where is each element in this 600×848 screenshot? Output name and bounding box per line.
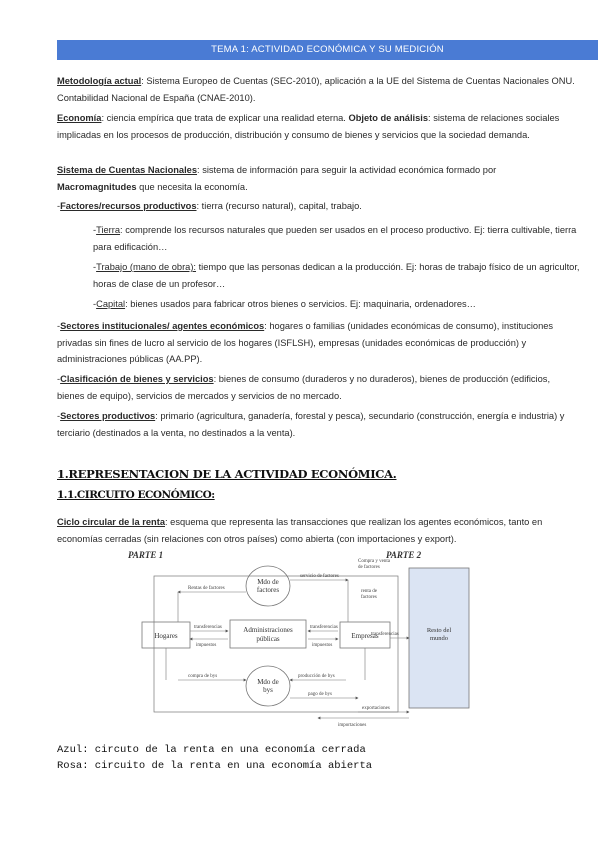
empresas-label: Empresas bbox=[351, 632, 379, 640]
bold-term: Macromagnitudes bbox=[57, 181, 137, 192]
transferencias-right-label: transferencias bbox=[310, 625, 338, 630]
exportaciones-label: exportaciones bbox=[362, 706, 390, 711]
impuestos-left-label: impuestos bbox=[196, 643, 217, 648]
term-label: Sectores institucionales/ agentes económicos bbox=[60, 321, 265, 331]
bullet-dash: - bbox=[93, 225, 97, 235]
transferencias-left-label: transferencias bbox=[194, 625, 222, 630]
paragraph-text: : esquema que representa las transacciones que realizan los agentes económicos, tanto en economías cerradas (sin relaciones con otros países) como abierta (con importaciones y export). bbox=[57, 517, 543, 544]
bullet-dash: - bbox=[57, 321, 61, 331]
circular-flow-diagram bbox=[118, 548, 478, 728]
bullet-dash: - bbox=[57, 374, 61, 384]
topic-banner: TEMA 1: ACTIVIDAD ECONÓMICA Y SU MEDICIÓN bbox=[57, 40, 598, 60]
impuestos-right-label: impuestos bbox=[312, 643, 333, 648]
administraciones-label-1: Administraciones bbox=[243, 626, 293, 634]
parte1-label: PARTE 1 bbox=[128, 550, 164, 560]
subsection-heading: 1.1.CIRCUITO ECONÓMICO: bbox=[57, 489, 215, 501]
resto-mundo-label-2: mundo bbox=[429, 635, 449, 642]
rentas-factores-label: Rentas de factores bbox=[188, 586, 225, 591]
section-heading: 1.REPRESENTACION DE LA ACTIVIDAD ECONÓMICA. bbox=[57, 467, 397, 481]
mdo-factores-label-2: factores bbox=[256, 586, 280, 594]
administraciones-label-2: públicas bbox=[256, 635, 280, 643]
hogares-label: Hogares bbox=[154, 632, 178, 640]
bullet-dash: - bbox=[57, 411, 61, 421]
paragraph-text: : sistema de relaciones sociales implicadas en los procesos de producción, distribución y consumo de bienes y servicios que la sociedad demanda. bbox=[57, 113, 560, 140]
paragraph-text: que necesita la economía. bbox=[136, 181, 248, 192]
paragraph-capital bbox=[93, 296, 583, 313]
paragraph-text: : comprende los recursos naturales que pueden ser usados en el proceso productivo. Ej: tierra cultivable, tierra para edificación… bbox=[93, 225, 577, 252]
paragraph-trabajo bbox=[93, 259, 583, 292]
paragraph-metodologia bbox=[57, 73, 577, 106]
servicio-factores-label: servicio de factores bbox=[300, 574, 339, 579]
importaciones-label: importaciones bbox=[338, 723, 367, 728]
bullet-dash: - bbox=[57, 201, 61, 211]
compra-venta-label-1: Compra y venta bbox=[358, 559, 390, 564]
paragraph-text: : primario (agricultura, ganadería, forestal y pesca), secundario (construcción, energía e industria) y terciario (destinados a la venta, no destinados a la venta). bbox=[57, 411, 565, 438]
bullet-dash: - bbox=[93, 262, 97, 272]
legend-pink: Rosa: circuito de la renta en una economía abierta bbox=[57, 760, 373, 772]
paragraph-text: : hogares o familias (unidades económicas de consumo), instituciones privadas sin fines de lucro al servicio de los hogares (ISFLSH), empresas (unidades económicas de producción) y administraciones públicas (AA.PP). bbox=[57, 321, 554, 364]
term-label: Factores/recursos productivos bbox=[60, 201, 197, 211]
paragraph-tierra bbox=[93, 222, 583, 255]
compra-venta-label-2: de factores bbox=[358, 565, 380, 570]
paragraph-text: : sistema de información para seguir la actividad económica formado por bbox=[197, 165, 497, 175]
term-label: Clasificación de bienes y servicios bbox=[60, 374, 214, 384]
paragraph-ciclo-circular bbox=[57, 514, 577, 547]
bold-term: Objeto de análisis bbox=[348, 113, 429, 123]
paragraph-text: : Sistema Europeo de Cuentas (SEC-2010), aplicación a la UE del Sistema de Cuentas Nacionales ONU. Contabilidad Nacional de España (CNAE-2010). bbox=[57, 76, 575, 103]
legend-blue: Azul: circuto de la renta en una economía cerrada bbox=[57, 744, 366, 756]
paragraph-economia bbox=[57, 110, 577, 143]
administraciones-box bbox=[230, 620, 306, 648]
compra-bys-label: compra de bys bbox=[188, 674, 218, 679]
paragraph-sistema-cuentas bbox=[57, 162, 577, 195]
paragraph-text: tiempo que las personas dedican a la producción. Ej: horas de trabajo físico de un agricultor, horas de clase de un profesor… bbox=[93, 262, 580, 289]
term-label: Tierra bbox=[96, 225, 121, 235]
term-label: Sectores productivos bbox=[60, 411, 156, 421]
term-label: Economía bbox=[57, 113, 102, 123]
paragraph-clasificacion bbox=[57, 371, 577, 404]
paragraph-text: : bienes usados para fabricar otros bienes o servicios. Ej: maquinaria, ordenadores… bbox=[125, 299, 476, 309]
pago-bys-label: pago de bys bbox=[308, 692, 332, 697]
paragraph-sectores-productivos bbox=[57, 408, 577, 441]
term-label: Ciclo circular de la renta bbox=[57, 517, 165, 527]
parte2-label: PARTE 2 bbox=[386, 550, 422, 560]
mdo-bys-label-1: Mdo de bbox=[257, 678, 279, 686]
paragraph-text: : bienes de consumo (duraderos y no duraderos), bienes de producción (edificios, bienes de equipo), servicios de mercados y servicios de no mercado. bbox=[57, 374, 551, 401]
renta-factores-label-1: renta de bbox=[361, 589, 377, 594]
paragraph-sectores-institucionales bbox=[57, 318, 577, 368]
mdo-bys-label-2: bys bbox=[263, 686, 273, 694]
term-label: Sistema de Cuentas Nacionales bbox=[57, 165, 198, 175]
paragraph-text: : ciencia empírica que trata de explicar una realidad eterna. bbox=[101, 113, 349, 123]
produccion-bys-label: producción de bys bbox=[298, 674, 335, 679]
renta-factores-label-2: factores bbox=[361, 595, 377, 600]
transferencias-rm-label: transferencias bbox=[371, 632, 399, 637]
bullet-dash: - bbox=[93, 299, 97, 309]
paragraph-factores bbox=[57, 198, 577, 215]
mdo-factores-label-1: Mdo de bbox=[257, 578, 279, 586]
term-label: Metodología actual bbox=[57, 76, 142, 86]
term-label: Trabajo (mano de obra): bbox=[96, 262, 197, 272]
resto-mundo-label-1: Resto del bbox=[426, 627, 452, 634]
paragraph-text: : tierra (recurso natural), capital, trabajo. bbox=[196, 201, 362, 211]
term-label: Capital bbox=[96, 299, 126, 309]
